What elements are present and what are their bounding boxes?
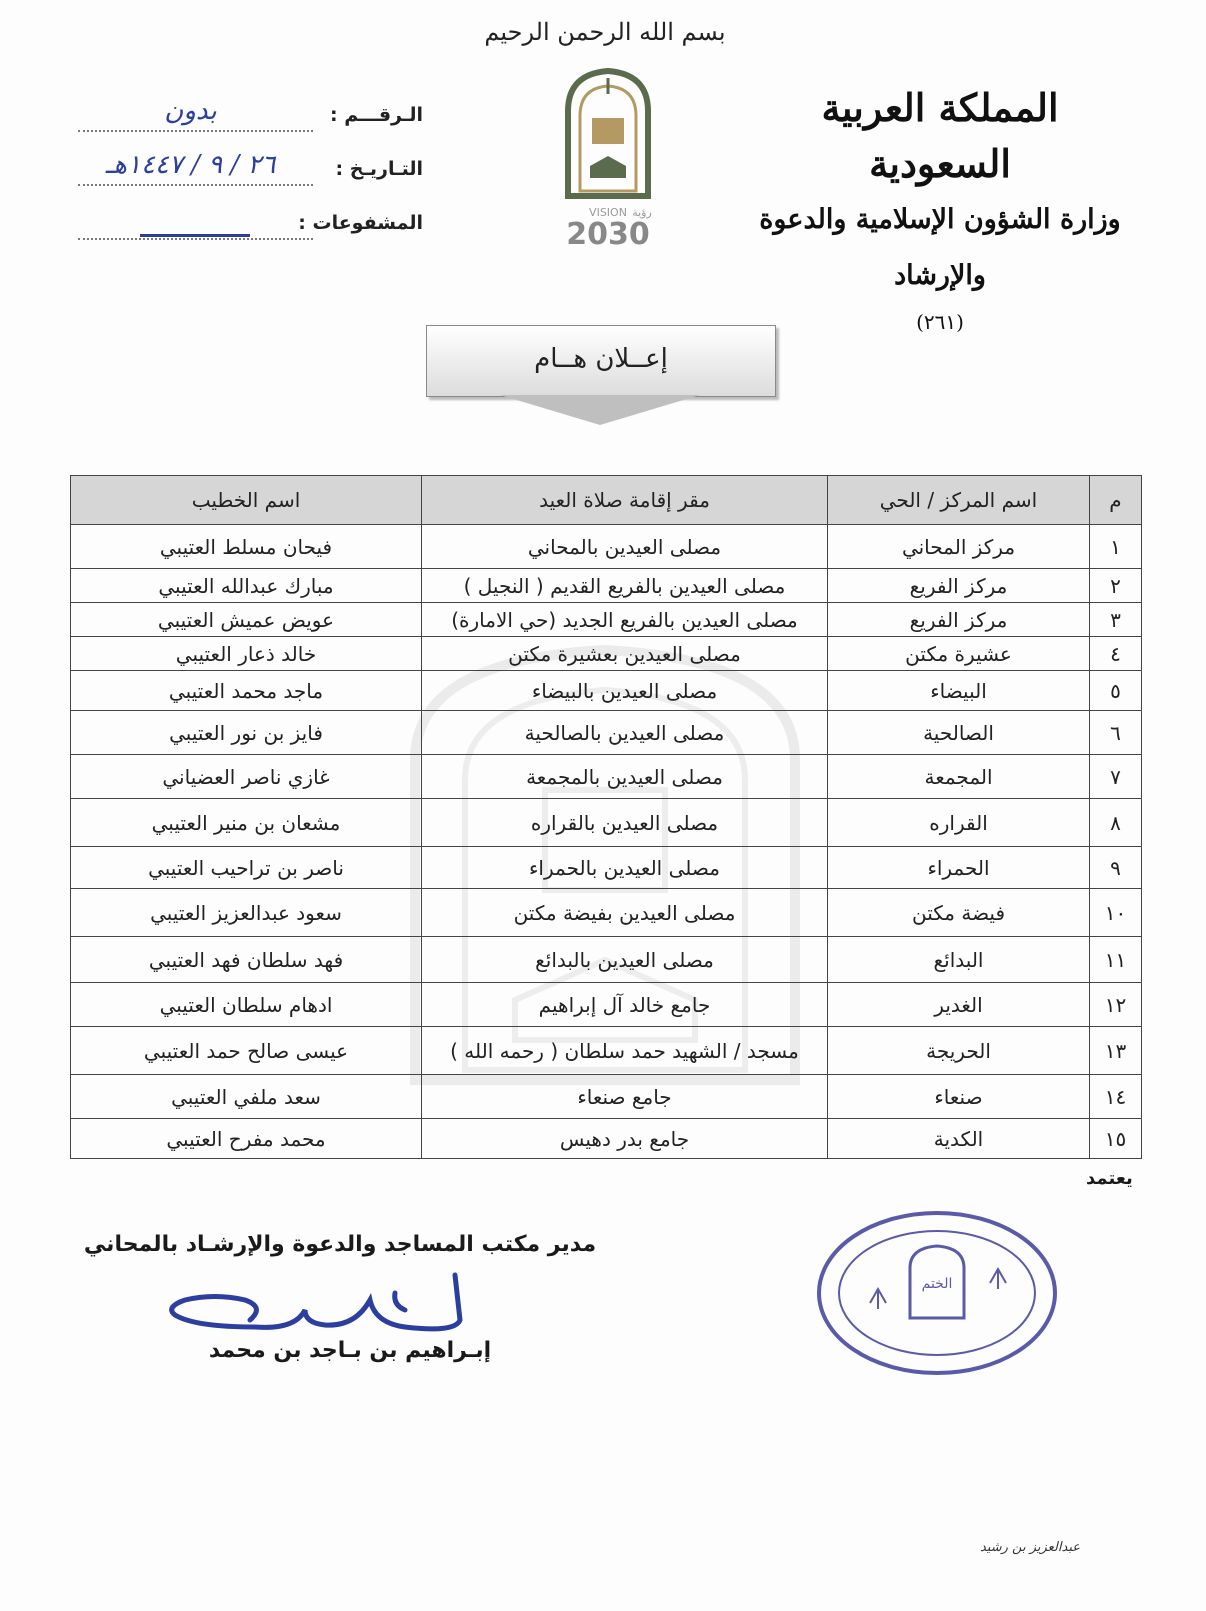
table-row [71,637,1142,671]
table-row [71,937,1142,983]
center-cell: الصالحية [828,711,1090,755]
eid-prayer-table [70,475,1142,1159]
signer-name: إبـراهيم بن بـاجد بن محمد [208,1338,492,1363]
column-header: م [1090,476,1142,525]
khatib-cell: محمد مفرح العتيبي [71,1119,422,1159]
column-header: اسم المركز / الحي [828,476,1090,525]
khatib-cell: ناصر بن تراحيب العتيبي [71,847,422,889]
manager-title: مدير مكتب المساجد والدعوة والإرشـاد بالمحاني [83,1232,597,1257]
center-cell: صنعاء [828,1075,1090,1119]
center-cell: الغدير [828,983,1090,1027]
attachments-label: المشفوعات : [298,212,423,234]
reference-block [78,96,423,258]
khatib-cell: سعد ملفي العتيبي [71,1075,422,1119]
table-row [71,1119,1142,1159]
khatib-cell: ادهام سلطان العتيبي [71,983,422,1027]
table-row [71,799,1142,847]
location-cell: مصلى العيدين بفيضة مكتن [422,889,828,937]
reference-number-value: بدون [164,96,217,126]
kingdom-name: المملكة العربية السعودية [821,85,1059,186]
vision-arabic: رؤية [632,206,652,219]
approve-label: يعتمد [1086,1168,1133,1189]
location-cell: مسجد / الشهيد حمد سلطان ( رحمه الله ) [422,1027,828,1075]
row-number: ٦ [1090,711,1142,755]
basmala: بسم الله الرحمن الرحيم [484,18,726,46]
attachments-row [78,204,423,258]
center-cell: مركز الفريع [828,569,1090,603]
banner-arrow-icon [500,395,700,425]
location-cell: مصلى العيدين بالحمراء [422,847,828,889]
row-number: ١٢ [1090,983,1142,1027]
row-number: ٨ [1090,799,1142,847]
official-stamp-icon [815,1208,1060,1378]
location-cell: مصلى العيدين بالقراره [422,799,828,847]
vision-label: VISION [589,206,627,219]
center-cell: مركز المحاني [828,525,1090,569]
center-cell: البيضاء [828,671,1090,711]
table-row [71,711,1142,755]
center-cell: الحمراء [828,847,1090,889]
date-row [78,150,423,204]
dotted-line [78,238,313,240]
center-cell: الحريجة [828,1027,1090,1075]
khatib-cell: ماجد محمد العتيبي [71,671,422,711]
dotted-line [78,130,313,132]
letterhead [745,80,1135,340]
khatib-cell: سعود عبدالعزيز العتيبي [71,889,422,937]
row-number: ٩ [1090,847,1142,889]
row-number: ١٤ [1090,1075,1142,1119]
date-value: ٢٦ / ٩ / ١٤٤٧هـ [105,150,276,180]
row-number: ٢ [1090,569,1142,603]
location-cell: مصلى العيدين بالفريع الجديد (حي الامارة) [422,603,828,637]
khatib-cell: فهد سلطان فهد العتيبي [71,937,422,983]
reference-number-label: الـرقـــم : [330,104,423,126]
location-cell: جامع بدر دهيس [422,1119,828,1159]
stamp-text: الختم [921,1276,953,1292]
khatib-cell: فيحان مسلط العتيبي [71,525,422,569]
attachments-dash [140,234,250,237]
table-row [71,525,1142,569]
location-cell: مصلى العيدين بالبدائع [422,937,828,983]
table-row [71,983,1142,1027]
table-row [71,603,1142,637]
table-row [71,1027,1142,1075]
center-cell: القراره [828,799,1090,847]
center-cell: الكدية [828,1119,1090,1159]
row-number: ١١ [1090,937,1142,983]
table-header-row [71,476,1142,525]
vision-year: 2030 [566,217,650,252]
location-cell: جامع صنعاء [422,1075,828,1119]
row-number: ١ [1090,525,1142,569]
table-row [71,671,1142,711]
office-code: (٢٦١) [916,310,964,334]
location-cell: مصلى العيدين بالفريع القديم ( النجيل ) [422,569,828,603]
table-row [71,847,1142,889]
table-row [71,755,1142,799]
khatib-cell: عيسى صالح حمد العتيبي [71,1027,422,1075]
ministry-name: وزارة الشؤون الإسلامية والدعوة والإرشاد [759,204,1121,291]
location-cell: مصلى العيدين بالبيضاء [422,671,828,711]
column-header: اسم الخطيب [71,476,422,525]
table-row [71,1075,1142,1119]
center-cell: فيضة مكتن [828,889,1090,937]
row-number: ٣ [1090,603,1142,637]
khatib-cell: خالد ذعار العتيبي [71,637,422,671]
signature-icon [155,1265,485,1345]
location-cell: مصلى العيدين بالمجمعة [422,755,828,799]
row-number: ٥ [1090,671,1142,711]
center-cell: المجمعة [828,755,1090,799]
row-number: ٧ [1090,755,1142,799]
khatib-cell: عويض عميش العتيبي [71,603,422,637]
date-label: التـاريـخ : [335,158,423,180]
location-cell: مصلى العيدين بعشيرة مكتن [422,637,828,671]
center-cell: عشيرة مكتن [828,637,1090,671]
announcement-banner: إعــلان هــام [426,325,776,397]
ministry-emblem-icon [558,66,658,271]
column-header: مقر إقامة صلاة العيد [422,476,828,525]
row-number: ١٥ [1090,1119,1142,1159]
khatib-cell: غازي ناصر العضياني [71,755,422,799]
dotted-line [78,184,313,186]
footer-note: عبدالعزيز بن رشيد [980,1540,1081,1555]
reference-number-row [78,96,423,150]
row-number: ١٣ [1090,1027,1142,1075]
location-cell: جامع خالد آل إبراهيم [422,983,828,1027]
khatib-cell: فايز بن نور العتيبي [71,711,422,755]
table-row [71,889,1142,937]
location-cell: مصلى العيدين بالصالحية [422,711,828,755]
row-number: ١٠ [1090,889,1142,937]
center-cell: مركز الفريع [828,603,1090,637]
table-row [71,569,1142,603]
khatib-cell: مشعان بن منير العتيبي [71,799,422,847]
row-number: ٤ [1090,637,1142,671]
location-cell: مصلى العيدين بالمحاني [422,525,828,569]
khatib-cell: مبارك عبدالله العتيبي [71,569,422,603]
center-cell: البدائع [828,937,1090,983]
